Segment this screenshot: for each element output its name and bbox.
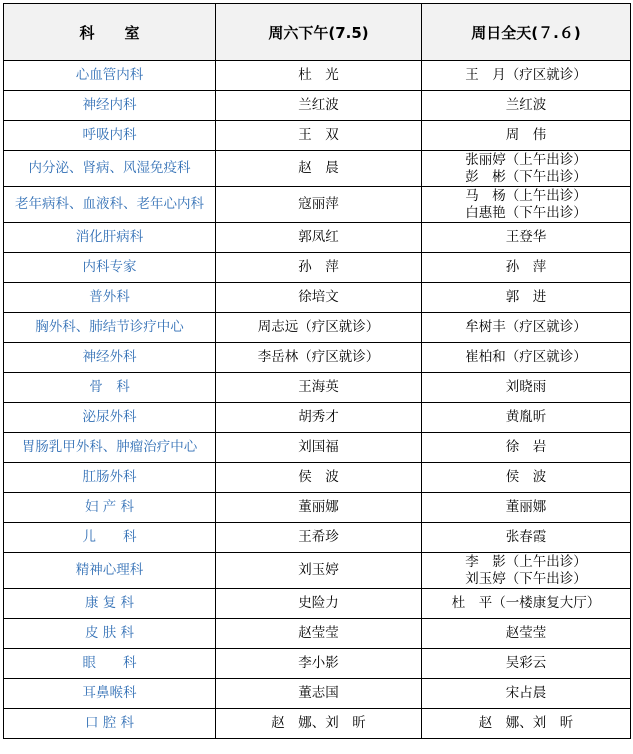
saturday-doctor-cell bbox=[216, 313, 422, 343]
department-cell: 皮 肤 科 bbox=[4, 619, 216, 649]
doctor-name: 李岳林（疗区就诊） bbox=[257, 349, 380, 365]
doctor-name: 王 月（疗区就诊） bbox=[465, 67, 587, 83]
department-cell: 妇 产 科 bbox=[4, 493, 216, 523]
sunday-doctor-cell bbox=[422, 343, 631, 373]
department-cell: 眼 科 bbox=[4, 649, 216, 679]
header-department: 科 室 bbox=[4, 4, 216, 61]
doctor-name: 李小影 bbox=[298, 655, 339, 671]
doctor-name: 吴彩云 bbox=[505, 655, 547, 671]
table-row bbox=[4, 253, 631, 283]
saturday-doctor-cell bbox=[216, 253, 422, 283]
table-row bbox=[4, 679, 631, 709]
table-row bbox=[4, 373, 631, 403]
department-cell: 内分泌、肾病、风湿免疫科 bbox=[4, 151, 216, 187]
sunday-doctor-cell bbox=[422, 433, 631, 463]
doctor-name: 赵莹莹 bbox=[298, 625, 339, 641]
doctor-name: 杜 平（一楼康复大厅） bbox=[451, 595, 601, 611]
saturday-doctor-cell bbox=[216, 649, 422, 679]
sunday-doctor-cell bbox=[422, 403, 631, 433]
doctor-name: 刘玉婷（下午出诊） bbox=[465, 570, 587, 587]
saturday-doctor-cell bbox=[216, 187, 422, 223]
table-row bbox=[4, 649, 631, 679]
doctor-name: 郭凤红 bbox=[298, 229, 339, 245]
doctor-name: 宋占晨 bbox=[505, 685, 547, 701]
doctor-name: 赵莹莹 bbox=[505, 625, 547, 641]
saturday-doctor-cell bbox=[216, 373, 422, 403]
department-cell: 耳鼻喉科 bbox=[4, 679, 216, 709]
doctor-name: 黄胤昕 bbox=[505, 409, 547, 425]
department-cell: 精神心理科 bbox=[4, 553, 216, 589]
table-row bbox=[4, 61, 631, 91]
duty-schedule-table bbox=[3, 3, 631, 739]
saturday-doctor-cell bbox=[216, 61, 422, 91]
department-cell: 口 腔 科 bbox=[4, 709, 216, 739]
department-cell: 普外科 bbox=[4, 283, 216, 313]
table-row bbox=[4, 709, 631, 739]
table-row bbox=[4, 589, 631, 619]
doctor-name: 王希珍 bbox=[298, 529, 339, 545]
department-cell: 骨 科 bbox=[4, 373, 216, 403]
doctor-name: 侯 波 bbox=[505, 469, 547, 485]
doctor-name: 史险力 bbox=[298, 595, 339, 611]
saturday-doctor-cell bbox=[216, 151, 422, 187]
sunday-doctor-cell bbox=[422, 121, 631, 151]
table-row bbox=[4, 493, 631, 523]
doctor-name: 王海英 bbox=[298, 379, 339, 395]
department-cell: 内科专家 bbox=[4, 253, 216, 283]
table-row bbox=[4, 187, 631, 223]
saturday-doctor-cell bbox=[216, 679, 422, 709]
saturday-doctor-cell bbox=[216, 91, 422, 121]
doctor-name: 彭 彬（下午出诊） bbox=[465, 168, 587, 185]
sunday-doctor-cell bbox=[422, 619, 631, 649]
doctor-name: 郭 进 bbox=[505, 289, 547, 305]
doctor-name: 兰红波 bbox=[505, 97, 547, 113]
doctor-name: 周志远（疗区就诊） bbox=[257, 319, 380, 335]
doctor-name: 白惠艳（下午出诊） bbox=[465, 204, 587, 221]
header-saturday: 周六下午(7.5) bbox=[216, 4, 422, 61]
saturday-doctor-cell bbox=[216, 523, 422, 553]
doctor-name: 寇丽萍 bbox=[298, 196, 339, 212]
sunday-doctor-cell bbox=[422, 61, 631, 91]
department-cell: 神经外科 bbox=[4, 343, 216, 373]
doctor-name: 周 伟 bbox=[505, 127, 547, 143]
doctor-name: 王 双 bbox=[298, 127, 339, 143]
doctor-name: 董丽娜 bbox=[298, 499, 339, 515]
saturday-doctor-cell bbox=[216, 433, 422, 463]
department-cell: 呼吸内科 bbox=[4, 121, 216, 151]
doctor-name: 刘晓雨 bbox=[505, 379, 547, 395]
sunday-doctor-cell bbox=[422, 493, 631, 523]
sunday-doctor-cell bbox=[422, 679, 631, 709]
table-row bbox=[4, 433, 631, 463]
doctor-name: 崔柏和（疗区就诊） bbox=[465, 349, 587, 365]
table-row bbox=[4, 343, 631, 373]
schedule-body bbox=[4, 61, 631, 739]
doctor-name: 王登华 bbox=[505, 229, 547, 245]
sunday-doctor-cell bbox=[422, 313, 631, 343]
sunday-doctor-cell bbox=[422, 151, 631, 187]
doctor-name: 徐 岩 bbox=[505, 439, 547, 455]
sunday-doctor-cell bbox=[422, 283, 631, 313]
saturday-doctor-cell bbox=[216, 709, 422, 739]
saturday-doctor-cell bbox=[216, 403, 422, 433]
department-cell: 心血管内科 bbox=[4, 61, 216, 91]
doctor-name: 赵 娜、刘 昕 bbox=[271, 715, 366, 731]
sunday-doctor-cell bbox=[422, 709, 631, 739]
saturday-doctor-cell bbox=[216, 463, 422, 493]
doctor-name: 杜 光 bbox=[298, 67, 339, 83]
table-row bbox=[4, 403, 631, 433]
doctor-name: 张丽婷（上午出诊） bbox=[465, 151, 587, 168]
doctor-name: 刘国福 bbox=[298, 439, 339, 455]
department-cell: 胸外科、肺结节诊疗中心 bbox=[4, 313, 216, 343]
doctor-name: 赵 娜、刘 昕 bbox=[478, 715, 574, 731]
sunday-doctor-cell bbox=[422, 187, 631, 223]
department-cell: 神经内科 bbox=[4, 91, 216, 121]
saturday-doctor-cell bbox=[216, 553, 422, 589]
doctor-name: 侯 波 bbox=[298, 469, 339, 485]
sunday-doctor-cell bbox=[422, 463, 631, 493]
doctor-name: 张春霞 bbox=[505, 529, 547, 545]
doctor-name: 胡秀才 bbox=[298, 409, 339, 425]
doctor-name: 孙 萍 bbox=[298, 259, 339, 275]
table-row bbox=[4, 121, 631, 151]
doctor-name: 马 杨（上午出诊） bbox=[465, 187, 587, 204]
doctor-name: 赵 晨 bbox=[298, 160, 339, 176]
saturday-doctor-cell bbox=[216, 283, 422, 313]
sunday-doctor-cell bbox=[422, 253, 631, 283]
sunday-doctor-cell bbox=[422, 649, 631, 679]
department-cell: 老年病科、血液科、老年心内科 bbox=[4, 187, 216, 223]
sunday-doctor-cell bbox=[422, 373, 631, 403]
doctor-name: 李 影（上午出诊） bbox=[465, 553, 587, 570]
sunday-doctor-cell bbox=[422, 91, 631, 121]
department-cell: 康 复 科 bbox=[4, 589, 216, 619]
sunday-doctor-cell bbox=[422, 523, 631, 553]
table-row bbox=[4, 619, 631, 649]
doctor-name: 兰红波 bbox=[298, 97, 339, 113]
table-row bbox=[4, 91, 631, 121]
doctor-name: 刘玉婷 bbox=[298, 562, 339, 578]
table-row bbox=[4, 283, 631, 313]
saturday-doctor-cell bbox=[216, 589, 422, 619]
table-row bbox=[4, 313, 631, 343]
table-row bbox=[4, 553, 631, 589]
saturday-doctor-cell bbox=[216, 223, 422, 253]
table-row bbox=[4, 463, 631, 493]
doctor-name: 孙 萍 bbox=[505, 259, 547, 275]
table-row bbox=[4, 523, 631, 553]
department-cell: 胃肠乳甲外科、肿瘤治疗中心 bbox=[4, 433, 216, 463]
saturday-doctor-cell bbox=[216, 619, 422, 649]
sunday-doctor-cell bbox=[422, 553, 631, 589]
table-row bbox=[4, 151, 631, 187]
sunday-doctor-cell bbox=[422, 589, 631, 619]
doctor-name: 董志国 bbox=[298, 685, 339, 701]
header-row bbox=[4, 4, 631, 61]
saturday-doctor-cell bbox=[216, 343, 422, 373]
saturday-doctor-cell bbox=[216, 493, 422, 523]
doctor-name: 董丽娜 bbox=[505, 499, 547, 515]
department-cell: 消化肝病科 bbox=[4, 223, 216, 253]
table-row bbox=[4, 223, 631, 253]
doctor-name: 徐培文 bbox=[298, 289, 339, 305]
saturday-doctor-cell bbox=[216, 121, 422, 151]
department-cell: 儿 科 bbox=[4, 523, 216, 553]
header-sunday: 周日全天(７.６) bbox=[422, 4, 631, 61]
sunday-doctor-cell bbox=[422, 223, 631, 253]
department-cell: 泌尿外科 bbox=[4, 403, 216, 433]
doctor-name: 牟树丰（疗区就诊） bbox=[465, 319, 587, 335]
department-cell: 肛肠外科 bbox=[4, 463, 216, 493]
